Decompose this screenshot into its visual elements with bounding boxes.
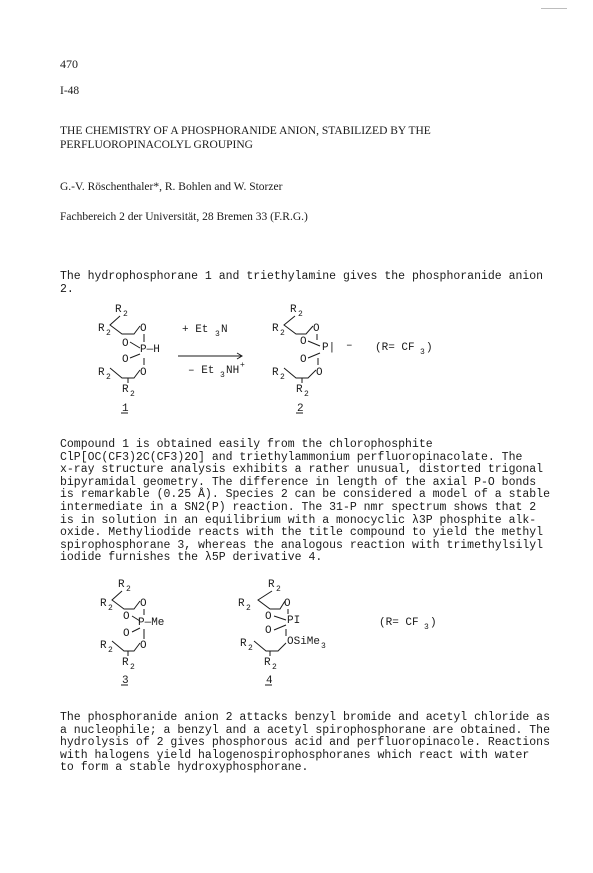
svg-text:+: +	[240, 361, 245, 370]
svg-text:3: 3	[420, 348, 425, 357]
svg-text:3: 3	[321, 642, 326, 651]
svg-text:O: O	[122, 354, 129, 366]
svg-text:2: 2	[304, 390, 309, 399]
svg-text:O: O	[313, 323, 320, 335]
svg-text:2: 2	[108, 604, 113, 613]
r2-label: R	[115, 304, 122, 316]
svg-text:O: O	[123, 611, 130, 623]
svg-text:3: 3	[424, 623, 429, 632]
svg-text:R: R	[264, 657, 271, 669]
anion-p-label: P|	[322, 342, 336, 354]
reaction-scheme-1	[60, 298, 500, 438]
svg-text:3: 3	[215, 330, 220, 339]
svg-text:R: R	[122, 384, 129, 396]
svg-text:): )	[430, 617, 437, 629]
p-i-label: PI	[287, 615, 301, 627]
svg-text:O: O	[140, 323, 147, 335]
page-number: 470	[60, 57, 78, 71]
svg-text:2: 2	[123, 310, 128, 319]
paragraph-reactions: The phosphoranide anion 2 attacks benzyl bromide and acetyl chloride as a nucleophile; a benzyl and a acetyl spirophosphorane are obtained. The hydrolysis of 2 gives phosphorous acid and perfluoropinacole. Reactions with halogens yield halogenospirophosphoranes which react with water to form a stable hydroxyphosphorane.	[60, 711, 550, 775]
svg-text:R: R	[118, 579, 125, 591]
svg-text:2: 2	[106, 329, 111, 338]
abstract-code: I-48	[60, 85, 80, 97]
paper-title: THE CHEMISTRY OF A PHOSPHORANIDE ANION, STABILIZED BY THE PERFLUOROPINACOLYL GROUPING	[60, 125, 431, 151]
structure-compound-3	[100, 579, 164, 687]
svg-text:R: R	[238, 598, 245, 610]
svg-text:2: 2	[272, 663, 277, 672]
svg-text:R: R	[272, 367, 279, 379]
svg-text:O: O	[122, 338, 129, 350]
p-h-label: P—H	[140, 344, 160, 356]
svg-text:2: 2	[130, 390, 135, 399]
svg-text:O: O	[265, 611, 272, 623]
svg-text:3: 3	[220, 371, 225, 380]
paragraph-discussion: Compound 1 is obtained easily from the chlorophosphite ClP[OC(CF3)2C(CF3)2O] and triethylammonium perfluoropinacolate. The x-ray structure analysis exhibits a rather unusual, distorted trigonal bipyramidal geometry. The difference in length of the axial P-O bonds is remarkable (0.25 Å). Species 2 can be considered a model of a stable intermediate in a SN2(P) reaction. The 31-P nmr spectrum shows that 2 is in solution in an equilibrium with a monocyclic λ3P phosphite alk- oxide. Methyliodide reacts with the title compound to yield the methyl spirophosphorane 3, whereas the analogous reaction with trimethylsilyl iodide furnishes the λ5P derivative 4.	[60, 438, 550, 565]
svg-text:R: R	[100, 598, 107, 610]
svg-text:O: O	[140, 640, 147, 652]
structure-compound-4	[238, 579, 326, 687]
svg-text:O: O	[140, 598, 147, 610]
r-definition-2	[379, 617, 437, 632]
svg-text:R: R	[290, 304, 297, 316]
svg-text:2: 2	[246, 604, 251, 613]
reagent-label: + Et	[182, 324, 209, 336]
svg-text:R: R	[272, 323, 279, 335]
svg-text:2: 2	[130, 663, 135, 672]
svg-text:2: 2	[280, 329, 285, 338]
svg-text:2: 2	[280, 373, 285, 382]
svg-text:2: 2	[126, 585, 131, 594]
svg-text:2: 2	[298, 310, 303, 319]
svg-text:R: R	[240, 638, 247, 650]
svg-text:): )	[426, 342, 433, 354]
p-me-label: P—Me	[138, 617, 165, 629]
svg-text:O: O	[300, 336, 307, 348]
svg-text:(R= CF: (R= CF	[375, 342, 415, 354]
svg-text:(R= CF: (R= CF	[379, 617, 419, 629]
svg-text:R: R	[268, 579, 275, 591]
svg-text:O: O	[265, 625, 272, 637]
svg-text:R: R	[98, 367, 105, 379]
byproduct-label: – Et	[188, 365, 215, 377]
svg-text:O: O	[284, 598, 291, 610]
svg-text:R: R	[98, 323, 105, 335]
reaction-arrow-1	[178, 324, 245, 380]
top-edge-mark	[541, 8, 567, 9]
svg-text:2: 2	[106, 373, 111, 382]
svg-text:2: 2	[108, 646, 113, 655]
svg-text:R: R	[100, 640, 107, 652]
svg-text:NH: NH	[226, 365, 240, 377]
compound-2-label: 2	[297, 403, 304, 415]
compound-4-label: 4	[266, 675, 273, 687]
svg-text:O: O	[300, 354, 307, 366]
compound-3-label: 3	[122, 675, 129, 687]
affiliation: Fachbereich 2 der Universität, 28 Bremen 33 (F.R.G.)	[60, 211, 308, 223]
svg-text:2: 2	[248, 644, 253, 653]
structure-compound-1	[98, 304, 160, 415]
svg-text:O: O	[140, 367, 147, 379]
compound-1-label: 1	[122, 403, 129, 415]
svg-text:2: 2	[276, 585, 281, 594]
paragraph-intro: The hydrophosphorane 1 and triethylamine gives the phosphoranide anion 2.	[60, 270, 544, 296]
osime-label: OSiMe	[287, 636, 321, 648]
svg-text:R: R	[122, 657, 129, 669]
structures-scheme-2	[60, 573, 500, 693]
anion-charge: –	[346, 340, 353, 352]
structure-compound-2	[272, 304, 353, 415]
svg-text:R: R	[296, 384, 303, 396]
r-definition-1	[375, 342, 433, 357]
svg-text:O: O	[123, 628, 130, 640]
svg-text:O: O	[316, 367, 323, 379]
svg-text:N: N	[221, 324, 228, 336]
author-list: G.-V. Röschenthaler*, R. Bohlen and W. Storzer	[60, 181, 283, 193]
